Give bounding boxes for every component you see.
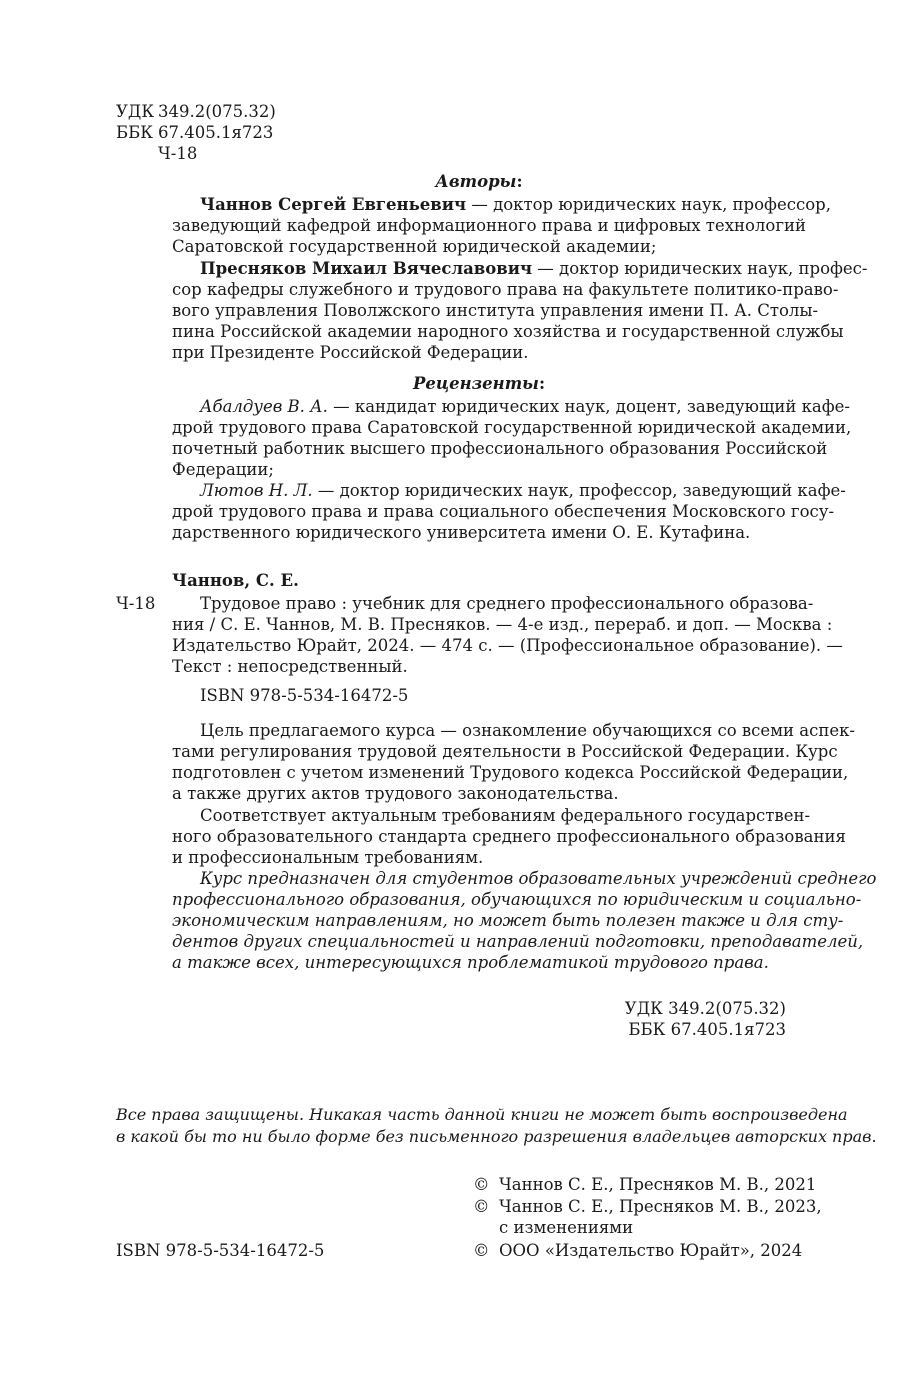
bottom-udk: УДК 349.2(075.32) [624, 999, 786, 1018]
reviewer-2-line-2: дрой трудового права и права социального обеспечения Московского госу- [172, 502, 835, 521]
catalog-author-heading: Чаннов, С. Е. [172, 571, 299, 590]
annotation-p2-line-3: и профессиональным требованиям. [172, 848, 484, 867]
authors-heading: Авторы: [435, 172, 523, 191]
author-1-line-1: Чаннов Сергей Евгеньевич — доктор юридических наук, профессор, [200, 195, 831, 214]
catalog-mark: Ч-18 [116, 594, 156, 613]
catalog-desc-line-2: ния / С. Е. Чаннов, М. В. Пресняков. — 4-е изд., перераб. и доп. — Москва : [172, 615, 833, 634]
copyright-entry-2: Чаннов С. Е., Пресняков М. В., 2023, [499, 1197, 822, 1216]
bottom-bbk: ББК 67.405.1я723 [628, 1020, 786, 1039]
copyright-entry-3: ООО «Издательство Юрайт», 2024 [499, 1241, 803, 1260]
copyright-symbol-1: © [473, 1175, 490, 1194]
reviewer-1-line-3: почетный работник высшего профессионального образования Российской [172, 439, 828, 458]
annotation-p3-line-2: профессионального образования, обучающихся по юридическим и социально- [172, 890, 862, 909]
reviewer-1-name: Абалдуев В. А. [200, 397, 328, 416]
udk-value: 349.2(075.32) [158, 102, 276, 121]
reviewer-1-line-1: Абалдуев В. А. — кандидат юридических наук, доцент, заведующий кафе- [200, 397, 850, 416]
annotation-p1-line-2: тами регулирования трудовой деятельности в Российской Федерации. Курс [172, 742, 838, 761]
author-1-name: Чаннов Сергей Евгеньевич [200, 195, 467, 214]
reviewer-2-name: Лютов Н. Л. [200, 481, 313, 500]
bbk-label: ББК [116, 123, 154, 142]
annotation-p3-line-1: Курс предназначен для студентов образовательных учреждений среднего [200, 869, 877, 888]
catalog-isbn: ISBN 978-5-534-16472-5 [200, 686, 409, 705]
annotation-p1-line-4: а также других актов трудового законодательства. [172, 784, 619, 803]
copyright-entry-2-continuation: с изменениями [499, 1218, 634, 1237]
annotation-p2-line-1: Соответствует актуальным требованиям федерального государствен- [200, 806, 811, 825]
author-1-line-2: заведующий кафедрой информационного права и цифровых технологий [172, 216, 806, 235]
catalog-desc-line-1: Трудовое право : учебник для среднего профессионального образова- [200, 594, 814, 613]
reviewer-2-line-1: Лютов Н. Л. — доктор юридических наук, профессор, заведующий кафе- [200, 481, 846, 500]
bottom-isbn: ISBN 978-5-534-16472-5 [116, 1241, 325, 1260]
rights-line-1: Все права защищены. Никакая часть данной книги не может быть воспроизведена [116, 1105, 848, 1124]
author-2-name: Пресняков Михаил Вячеславович [200, 259, 533, 278]
author-2-line-1: Пресняков Михаил Вячеславович — доктор юридических наук, профес- [200, 259, 868, 278]
udk-label: УДК [116, 102, 155, 121]
bbk-value: 67.405.1я723 [158, 123, 274, 142]
author-2-line-2: сор кафедры служебного и трудового права на факультете политико-право- [172, 280, 839, 299]
author-2-line-3: вого управления Поволжского института управления имени П. А. Столы- [172, 301, 819, 320]
annotation-p3-line-5: а также всех, интересующихся проблематикой трудового права. [172, 953, 769, 972]
annotation-p1-line-3: подготовлен с учетом изменений Трудового кодекса Российской Федерации, [172, 763, 849, 782]
catalog-desc-line-4: Текст : непосредственный. [172, 657, 408, 676]
annotation-p2-line-2: ного образовательного стандарта среднего профессионального образования [172, 827, 846, 846]
rights-line-2: в какой бы то ни было форме без письменного разрешения владельцев авторских прав. [116, 1127, 877, 1146]
annotation-p1-line-1: Цель предлагаемого курса — ознакомление обучающихся со всеми аспек- [200, 721, 855, 740]
catalog-desc-line-3: Издательство Юрайт, 2024. — 474 с. — (Профессиональное образование). — [172, 636, 843, 655]
reviewer-2-line-3: дарственного юридического университета имени О. Е. Кутафина. [172, 523, 751, 542]
copyright-symbol-2: © [473, 1197, 490, 1216]
author-mark: Ч-18 [158, 144, 198, 163]
annotation-p3-line-3: экономическим направлениям, но может быть полезен также и для сту- [172, 911, 844, 930]
author-1-line-3: Саратовской государственной юридической академии; [172, 237, 657, 256]
copyright-entry-1: Чаннов С. Е., Пресняков М. В., 2021 [499, 1175, 817, 1194]
reviewers-heading: Рецензенты: [412, 374, 546, 393]
annotation-p3-line-4: дентов других специальностей и направлений подготовки, преподавателей, [172, 932, 864, 951]
author-2-line-5: при Президенте Российской Федерации. [172, 343, 529, 362]
reviewer-1-line-2: дрой трудового права Саратовской государственной юридической академии, [172, 418, 852, 437]
author-2-line-4: пина Российской академии народного хозяйства и государственной службы [172, 322, 844, 341]
reviewer-1-line-4: Федерации; [172, 460, 274, 479]
copyright-symbol-3: © [473, 1241, 490, 1260]
